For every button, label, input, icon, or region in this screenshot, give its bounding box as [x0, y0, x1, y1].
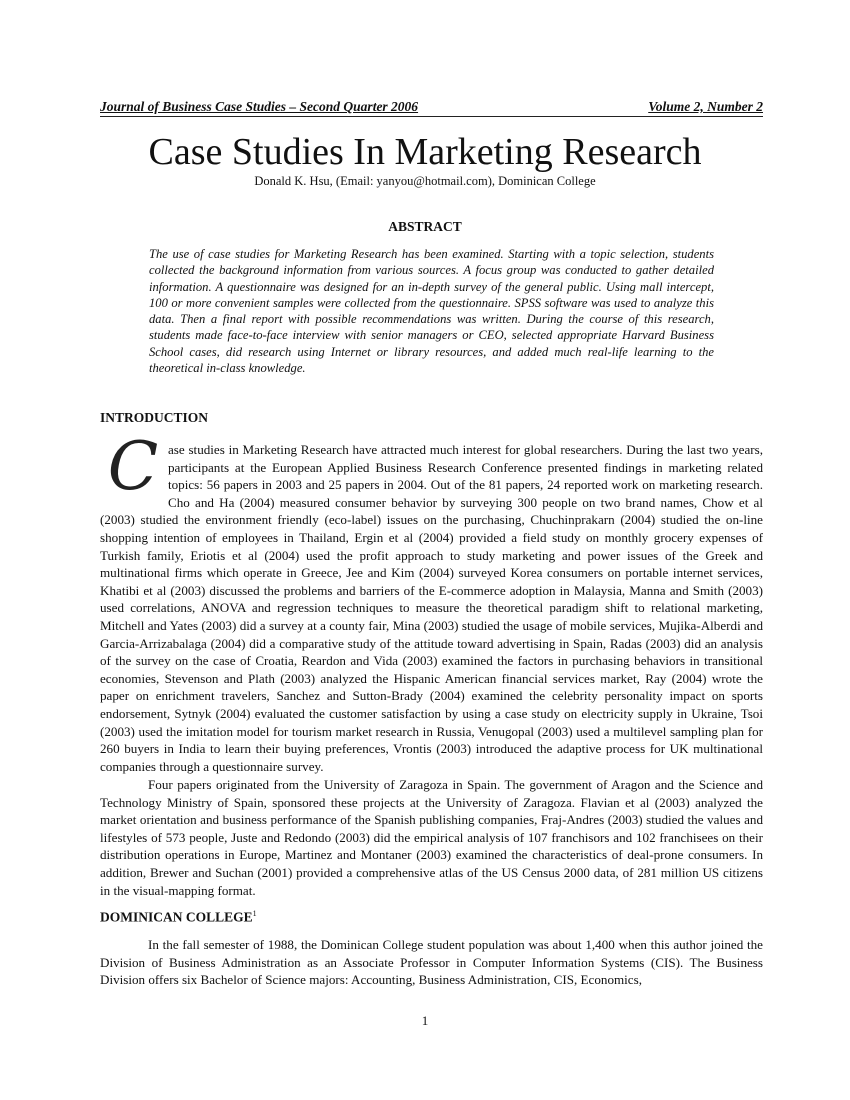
paper-title: Case Studies In Marketing Research [148, 131, 702, 173]
abstract-text: The use of case studies for Marketing Research has been examined. Starting with a topic selection, students collected the background information from various sources. A focus group was conducted to gather detailed information. A questionnaire was designed for an in-depth survey of the general public. Using mall intercept, 100 or more convenient samples were collected from the questionnaire. SPSS software was used to analyze this data. Then a final report with possible recommendations was written. During the course of this research, students made face-to-face interview with senior managers or CEO, selected appropriate Harvard Business School cases, did research using Internet or library resources, and added much real-life learning to the theoretical in-class knowledge. [149, 247, 714, 376]
volume-number: Volume 2, Number 2 [648, 99, 763, 114]
drop-cap: C [107, 428, 159, 505]
author-line: Donald K. Hsu, (Email: yanyou@hotmail.com), Dominican College [254, 174, 596, 188]
dominican-college-heading [100, 906, 257, 926]
introduction-paragraph-2: Four papers originated from the University of Zaragoza in Spain. The government of Aragon and the Science and Technology Ministry of Spain, sponsored these projects at the University of Zaragoza. Flavian et al (2003) analyzed the market orientation and business performance of the Spanish publishing companies, Fraj-Andres (2003) studied the values and lifestyles of 573 people, Juste and Redondo (2003) did the empirical analysis of 107 franchisors and 102 franchisees on their distribution operations in Europe, Martinez and Montaner (2003) examined the characteristics of deal-prone consumers. In addition, Brewer and Suchan (2001) provided a comprehensive atlas of the US Census 2000 data, of 281 million US citizens in the visual-mapping format. [100, 777, 763, 898]
abstract-heading: ABSTRACT [388, 219, 462, 234]
running-header [100, 98, 763, 117]
introduction-heading: INTRODUCTION [100, 410, 209, 425]
page-number: 1 [421, 1013, 429, 1028]
dominican-heading-text: DOMINICAN COLLEGE [100, 909, 253, 925]
journal-name: Journal of Business Case Studies – Second Quarter 2006 [100, 99, 419, 114]
footnote-mark: 1 [252, 909, 257, 918]
introduction-paragraph-1-text: ase studies in Marketing Research have attracted much interest for global researchers. During the last two years, participants at the European Applied Business Research Conference presented findings in marketing related topics: 56 papers in 2003 and 25 papers in 2004. Out of the 81 papers, 24 reported work on marketing research. Cho and Ha (2004) measured consumer behavior by surveying 300 people on two brand names, Chow et al (2003) studied the environment friendly (eco-label) issues on the purchasing, Chuchinprakarn (2004) studied the on-line shopping intention of employees in Thailand, Ergin et al (2004) provided a field study on monthly grocery expenses of Turkish family, Eriotis et al (2004) used the profit approach to study marketing and power issues of the Greek and multinational firms which operate in Greece, Jee and Kim (2004) surveyed Korea consumers on portable internet services, Khatibi et al (2003) discussed the problems and barriers of the E-commerce adoption in Malaysia, Manna and Smith (2003) used correlations, ANOVA and regression techniques to measure the theoretical paradigm shift to relational marketing, Mitchell and Yates (2003) did a survey at a county fair, Mina (2003) studied the usage of mobile services, Mujika-Alberdi and Garcia-Arrizabalaga (2004) did a comparative study of the attitude toward advertising in Spain, Radas (2003) did an analysis of the survey on the case of Croatia, Reardon and Vida (2003) examined the factors in purchasing behaviors in transitional economies, Stevenson and Plath (2003) analyzed the Hispanic American financial services market, Ray (2004) wrote the paper on enrichment travelers, Sanchez and Sutton-Brady (2004) examined the celebrity personality impact on sports endorsement, Sytnyk (2004) evaluated the customer satisfaction by using a case study on electricity supply in Ukraine, Tsoi (2003) used the imitation model for tourism market research in Russia, Venugopal (2003) used a multilevel sampling plan for 260 buyers in India to learn their buying preferences, Vrontis (2003) introduced the adaptive process for UK multinational companies through a questionnaire survey. [100, 442, 763, 774]
dominican-paragraph-1: In the fall semester of 1988, the Dominican College student population was about 1,400 when this author joined the Division of Business Administration as an Associate Professor in Computer Information Systems (CIS). The Business Division offers six Bachelor of Science majors: Accounting, Business Administration, CIS, Economics, [100, 937, 763, 988]
introduction-paragraph-1 [100, 428, 763, 775]
